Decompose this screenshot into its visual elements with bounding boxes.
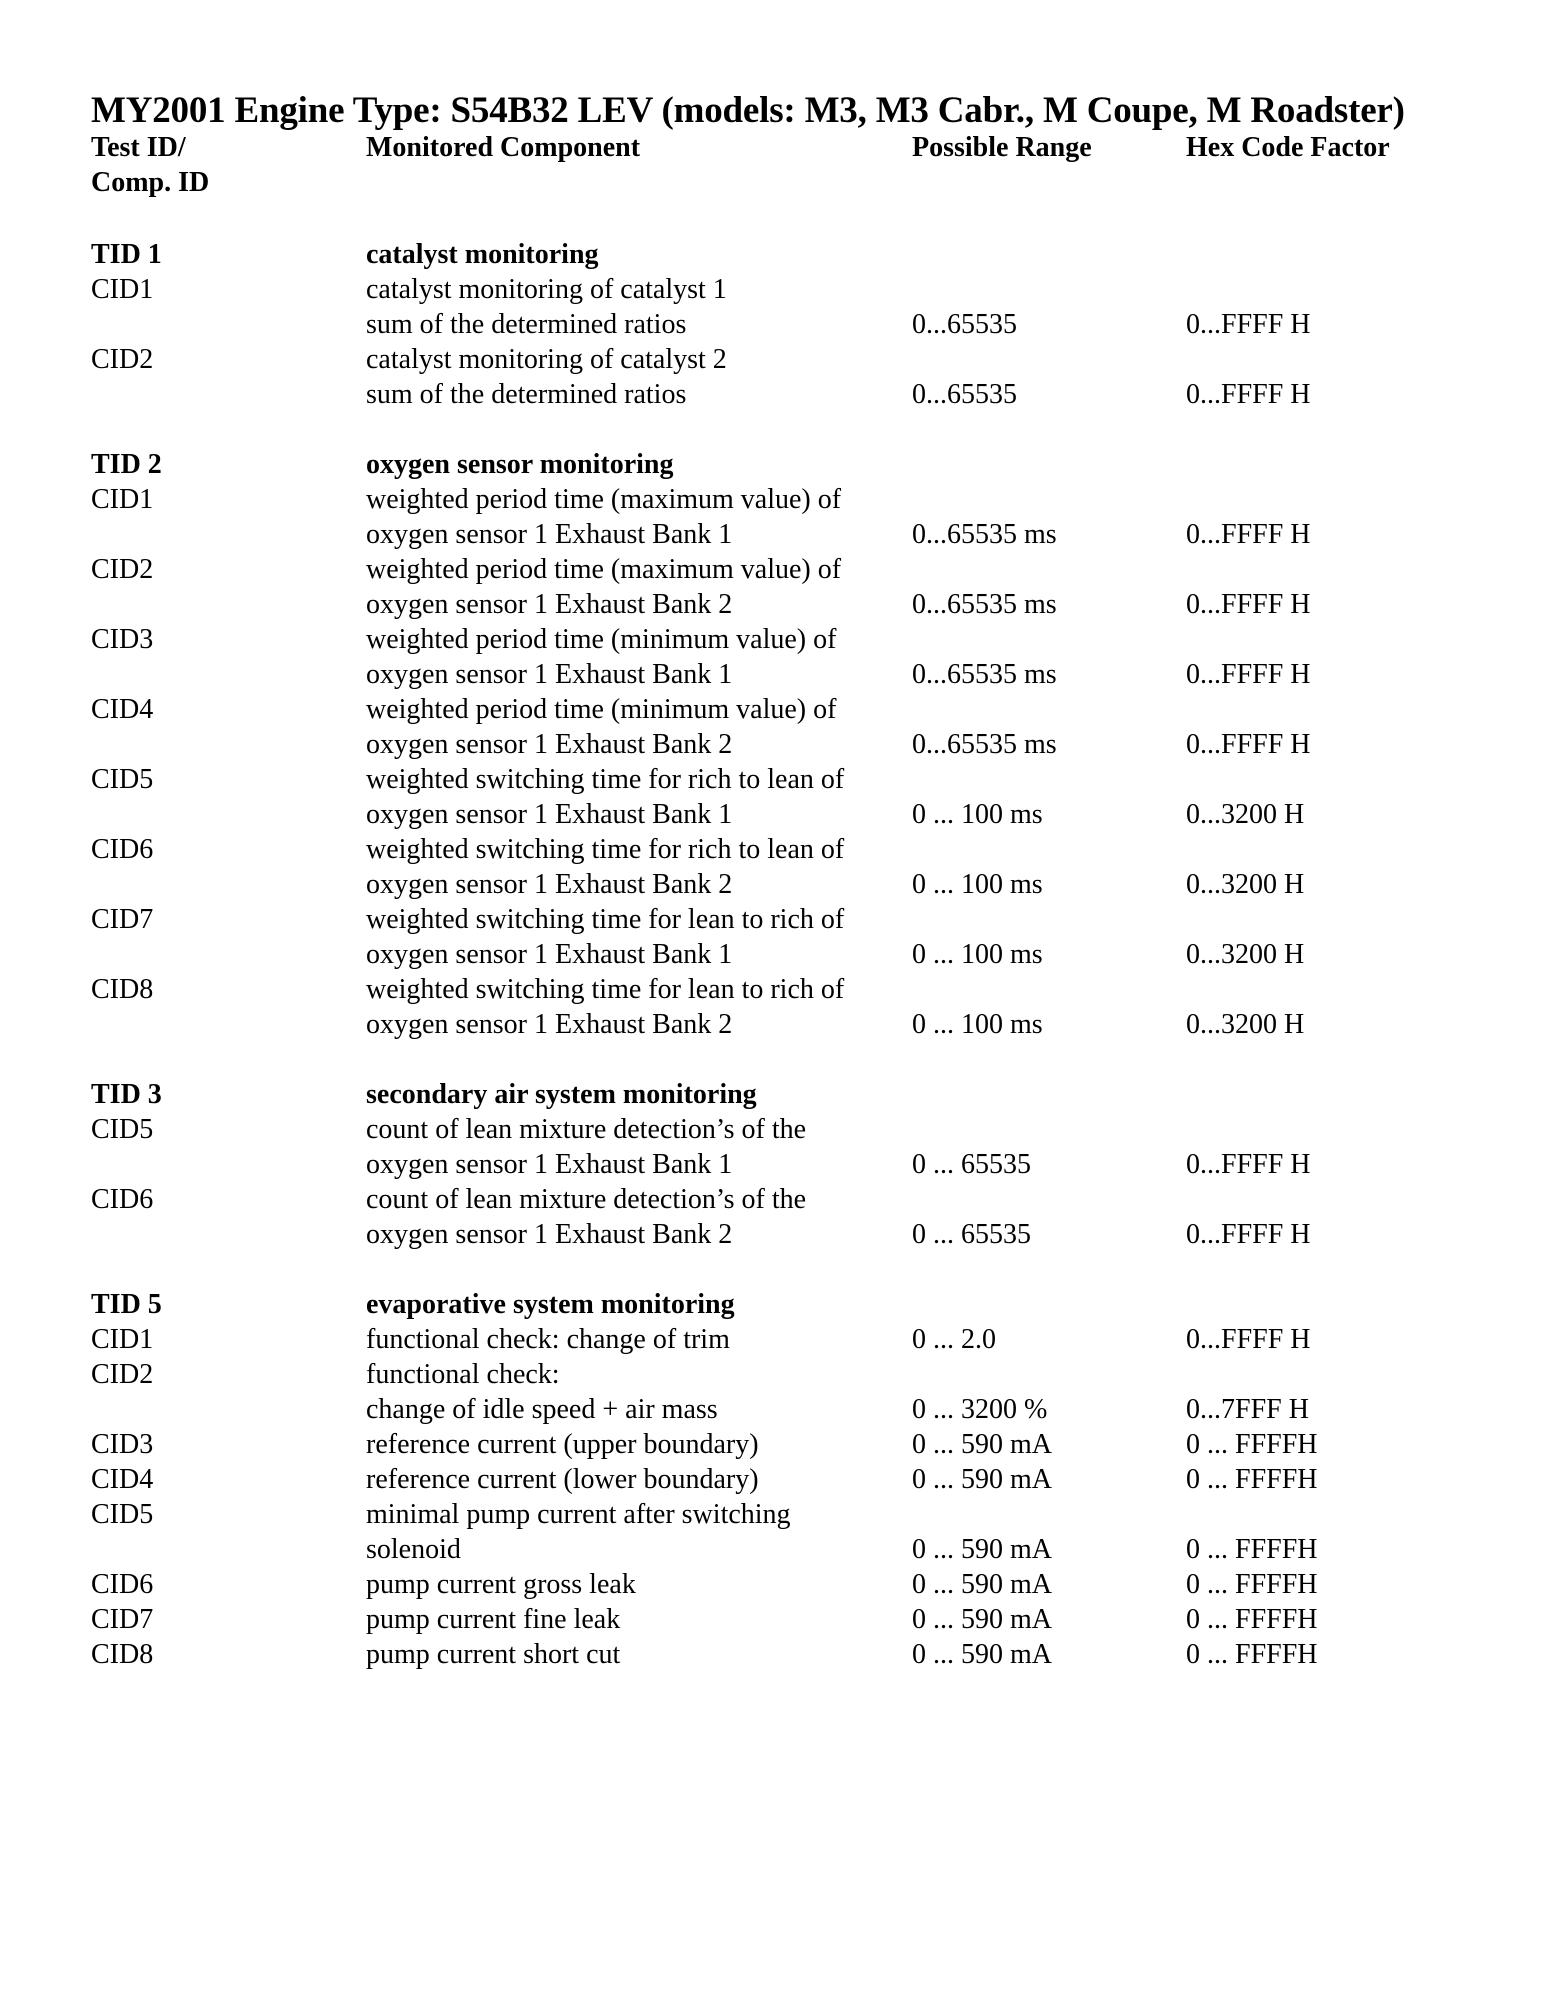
header-test-id-line1: Test ID/ [91, 132, 186, 163]
row-range: 0 ... 100 ms [912, 799, 1043, 830]
row-component: secondary air system monitoring [366, 1079, 757, 1110]
row-hex: 0 ... FFFFH [1186, 1534, 1318, 1565]
row-component: oxygen sensor 1 Exhaust Bank 1 [366, 799, 733, 830]
row-hex: 0...FFFF H [1186, 1149, 1311, 1180]
row-range: 0 ... 100 ms [912, 869, 1043, 900]
row-component: change of idle speed + air mass [366, 1394, 718, 1425]
row-id: TID 2 [91, 449, 162, 480]
document-title: MY2001 Engine Type: S54B32 LEV (models: M3, M3 Cabr., M Coupe, M Roadster) [91, 90, 1405, 131]
spacer-row [0, 1042, 1568, 1077]
row-component: reference current (upper boundary) [366, 1429, 759, 1460]
table-row [0, 1182, 1568, 1217]
row-id: CID2 [91, 344, 154, 375]
row-hex: 0 ... FFFFH [1186, 1429, 1318, 1460]
row-id: CID7 [91, 1604, 154, 1635]
table-row [0, 1007, 1568, 1042]
row-component: pump current gross leak [366, 1569, 636, 1600]
row-id: CID8 [91, 974, 154, 1005]
row-component: functional check: [366, 1359, 560, 1390]
row-component: pump current short cut [366, 1639, 621, 1670]
row-hex: 0...3200 H [1186, 1009, 1305, 1040]
row-range: 0 ... 100 ms [912, 939, 1043, 970]
table-row [0, 657, 1568, 692]
row-component: oxygen sensor 1 Exhaust Bank 2 [366, 1219, 733, 1250]
row-id: CID2 [91, 554, 154, 585]
row-id: CID1 [91, 1324, 154, 1355]
row-component: weighted switching time for lean to rich of [366, 974, 845, 1005]
row-component: weighted period time (minimum value) of [366, 624, 837, 655]
row-component: solenoid [366, 1534, 461, 1565]
row-id: CID6 [91, 1569, 154, 1600]
table-row [0, 692, 1568, 727]
row-hex: 0 ... FFFFH [1186, 1569, 1318, 1600]
row-component: oxygen sensor monitoring [366, 449, 674, 480]
table-row [0, 972, 1568, 1007]
row-range: 0...65535 [912, 309, 1017, 340]
section-heading-row [0, 237, 1568, 272]
row-hex: 0...FFFF H [1186, 1324, 1311, 1355]
row-component: count of lean mixture detection’s of the [366, 1184, 807, 1215]
row-range: 0 ... 3200 % [912, 1394, 1048, 1425]
row-range: 0...65535 [912, 379, 1017, 410]
row-component: evaporative system monitoring [366, 1289, 735, 1320]
header-test-id-line2: Comp. ID [91, 167, 210, 198]
header-possible-range: Possible Range [912, 132, 1092, 163]
spacer-row [0, 1252, 1568, 1287]
row-id: CID5 [91, 764, 154, 795]
row-hex: 0...FFFF H [1186, 659, 1311, 690]
row-hex: 0...3200 H [1186, 869, 1305, 900]
row-id: CID2 [91, 1359, 154, 1390]
table-row [0, 622, 1568, 657]
table-row [0, 377, 1568, 412]
row-component: oxygen sensor 1 Exhaust Bank 1 [366, 659, 733, 690]
row-component: weighted period time (maximum value) of [366, 554, 842, 585]
row-component: catalyst monitoring of catalyst 2 [366, 344, 727, 375]
table-row [0, 937, 1568, 972]
row-hex: 0...FFFF H [1186, 729, 1311, 760]
table-row [0, 1602, 1568, 1637]
row-component: oxygen sensor 1 Exhaust Bank 1 [366, 519, 733, 550]
row-hex: 0...FFFF H [1186, 379, 1311, 410]
row-id: TID 5 [91, 1289, 162, 1320]
row-component: minimal pump current after switching [366, 1499, 791, 1530]
row-range: 0...65535 ms [912, 519, 1057, 550]
spacer-row [0, 412, 1568, 447]
row-id: TID 3 [91, 1079, 162, 1110]
section-heading-row [0, 1077, 1568, 1112]
table-row [0, 1462, 1568, 1497]
table-row [0, 1322, 1568, 1357]
row-id: CID5 [91, 1114, 154, 1145]
row-hex: 0 ... FFFFH [1186, 1639, 1318, 1670]
row-component: sum of the determined ratios [366, 309, 687, 340]
row-component: oxygen sensor 1 Exhaust Bank 1 [366, 939, 733, 970]
row-component: oxygen sensor 1 Exhaust Bank 2 [366, 869, 733, 900]
table-row [0, 1497, 1568, 1532]
table-row [0, 342, 1568, 377]
row-range: 0 ... 2.0 [912, 1324, 996, 1355]
table-row [0, 307, 1568, 342]
row-component: sum of the determined ratios [366, 379, 687, 410]
table-row [0, 1217, 1568, 1252]
row-hex: 0...FFFF H [1186, 309, 1311, 340]
row-range: 0 ... 590 mA [912, 1429, 1052, 1460]
row-component: pump current fine leak [366, 1604, 621, 1635]
row-hex: 0...FFFF H [1186, 589, 1311, 620]
monitor-table [0, 237, 1568, 1672]
row-component: oxygen sensor 1 Exhaust Bank 2 [366, 589, 733, 620]
table-row [0, 1637, 1568, 1672]
row-component: count of lean mixture detection’s of the [366, 1114, 807, 1145]
row-id: CID1 [91, 274, 154, 305]
row-component: oxygen sensor 1 Exhaust Bank 2 [366, 729, 733, 760]
row-component: functional check: change of trim [366, 1324, 730, 1355]
row-component: catalyst monitoring [366, 239, 599, 270]
row-range: 0 ... 590 mA [912, 1464, 1052, 1495]
row-range: 0 ... 65535 [912, 1149, 1031, 1180]
row-component: oxygen sensor 1 Exhaust Bank 1 [366, 1149, 733, 1180]
row-range: 0...65535 ms [912, 659, 1057, 690]
row-component: catalyst monitoring of catalyst 1 [366, 274, 727, 305]
header-hex-code-factor: Hex Code Factor [1186, 132, 1390, 163]
row-hex: 0...3200 H [1186, 939, 1305, 970]
row-range: 0 ... 100 ms [912, 1009, 1043, 1040]
row-component: weighted switching time for lean to rich of [366, 904, 845, 935]
row-range: 0...65535 ms [912, 729, 1057, 760]
header-test-id [91, 130, 209, 200]
row-component: oxygen sensor 1 Exhaust Bank 2 [366, 1009, 733, 1040]
header-monitored-component: Monitored Component [366, 132, 641, 163]
table-row [0, 867, 1568, 902]
table-row [0, 1112, 1568, 1147]
row-component: weighted period time (maximum value) of [366, 484, 842, 515]
row-id: CID6 [91, 1184, 154, 1215]
row-range: 0 ... 590 mA [912, 1569, 1052, 1600]
table-row [0, 1567, 1568, 1602]
row-range: 0 ... 590 mA [912, 1639, 1052, 1670]
row-id: CID4 [91, 694, 154, 725]
section-heading-row [0, 1287, 1568, 1322]
row-component: weighted period time (minimum value) of [366, 694, 837, 725]
table-row [0, 552, 1568, 587]
table-row [0, 727, 1568, 762]
table-row [0, 902, 1568, 937]
table-row [0, 1357, 1568, 1392]
row-range: 0 ... 65535 [912, 1219, 1031, 1250]
row-hex: 0...FFFF H [1186, 1219, 1311, 1250]
row-id: CID8 [91, 1639, 154, 1670]
row-id: CID4 [91, 1464, 154, 1495]
row-id: CID3 [91, 1429, 154, 1460]
row-component: reference current (lower boundary) [366, 1464, 759, 1495]
table-row [0, 1147, 1568, 1182]
row-component: weighted switching time for rich to lean of [366, 834, 845, 865]
row-id: CID5 [91, 1499, 154, 1530]
table-row [0, 1392, 1568, 1427]
table-row [0, 762, 1568, 797]
row-hex: 0 ... FFFFH [1186, 1604, 1318, 1635]
table-row [0, 1532, 1568, 1567]
row-hex: 0...FFFF H [1186, 519, 1311, 550]
table-row [0, 832, 1568, 867]
row-range: 0 ... 590 mA [912, 1534, 1052, 1565]
table-row [0, 1427, 1568, 1462]
row-range: 0 ... 590 mA [912, 1604, 1052, 1635]
row-component: weighted switching time for rich to lean of [366, 764, 845, 795]
row-hex: 0...7FFF H [1186, 1394, 1309, 1425]
table-row [0, 482, 1568, 517]
row-hex: 0 ... FFFFH [1186, 1464, 1318, 1495]
row-id: CID1 [91, 484, 154, 515]
row-id: CID3 [91, 624, 154, 655]
row-hex: 0...3200 H [1186, 799, 1305, 830]
table-row [0, 587, 1568, 622]
table-row [0, 272, 1568, 307]
table-row [0, 517, 1568, 552]
row-range: 0...65535 ms [912, 589, 1057, 620]
section-heading-row [0, 447, 1568, 482]
row-id: CID7 [91, 904, 154, 935]
row-id: CID6 [91, 834, 154, 865]
row-id: TID 1 [91, 239, 162, 270]
table-row [0, 797, 1568, 832]
